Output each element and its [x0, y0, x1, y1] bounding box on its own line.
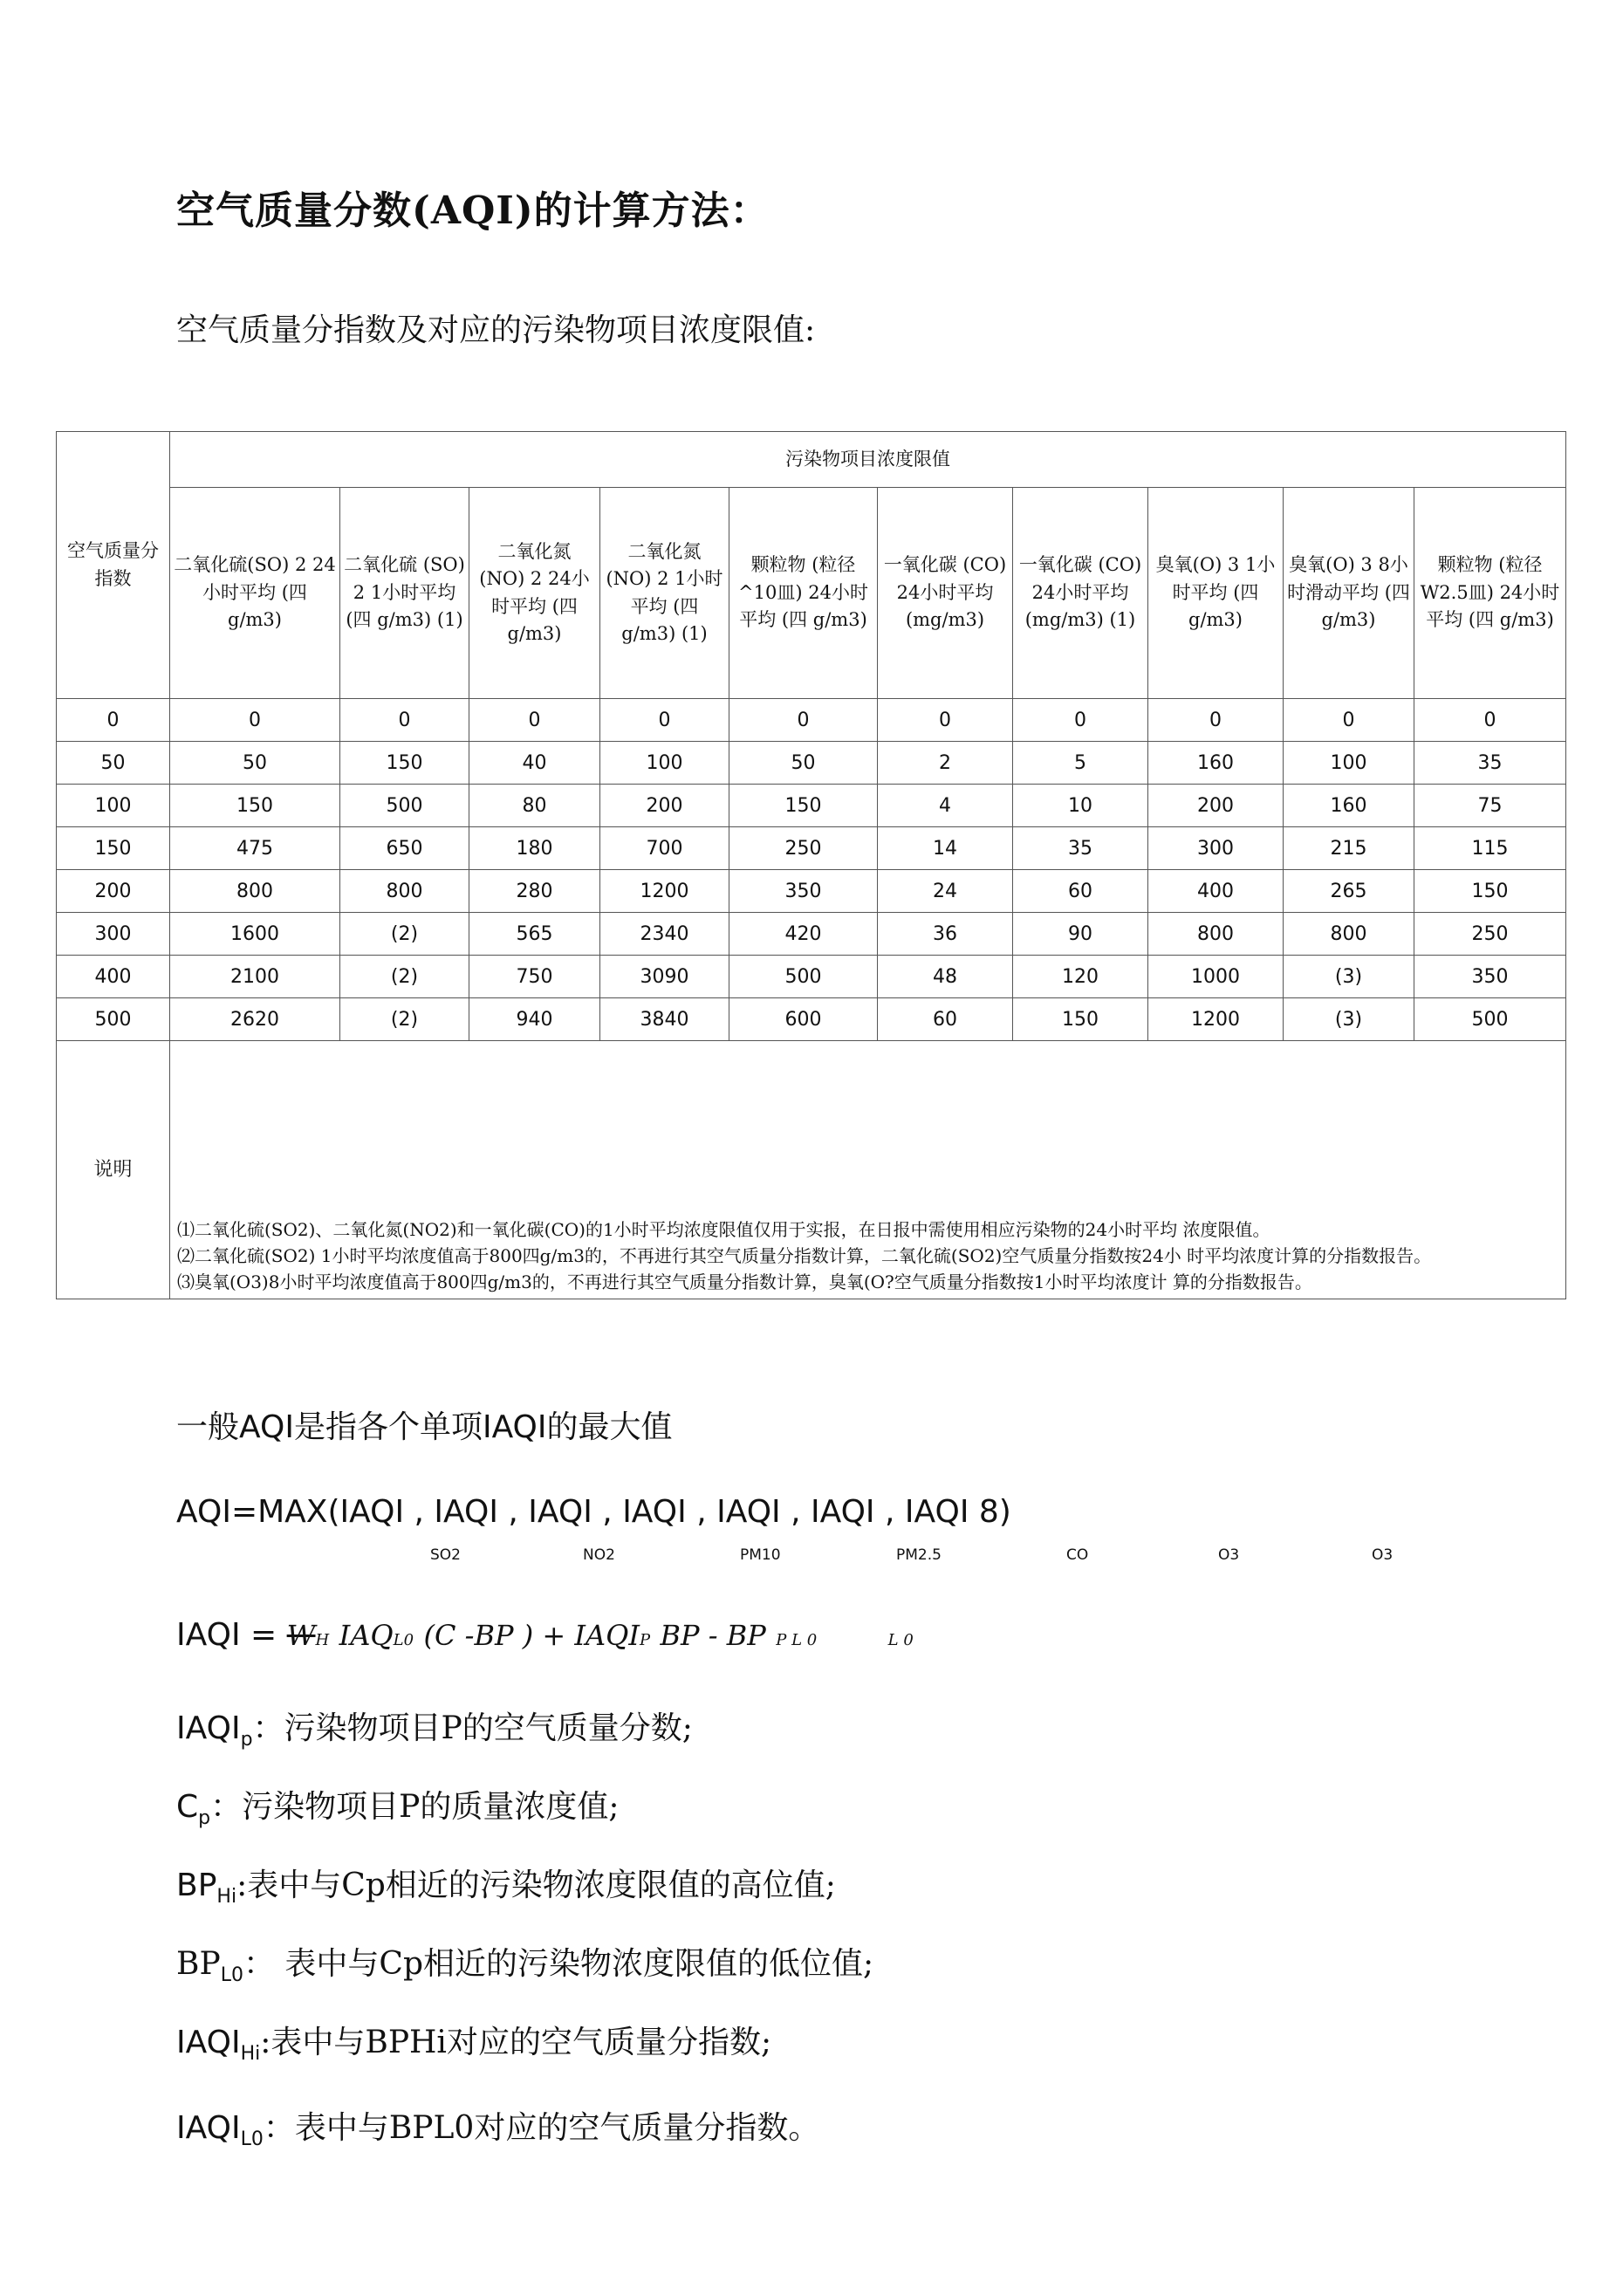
note-1: ⑴二氧化硫(SO2)、二氧化氮(NO2)和一氧化碳(CO)的1小时平均浓度限值仅用于实报，在日报中需使用相应污染物的24小时平均 浓度限值。 — [177, 1219, 1270, 1240]
limit-value-cell: 215 — [1284, 827, 1414, 870]
limit-value-cell: 115 — [1414, 827, 1566, 870]
definition-bp-l0 — [176, 1939, 873, 1986]
limit-value-cell: 500 — [340, 785, 469, 827]
aqi-sub-o3-8h: O3 — [1372, 1546, 1394, 1564]
limit-value-cell: 160 — [1148, 742, 1284, 785]
limit-value-cell: 36 — [878, 913, 1013, 956]
note-2: ⑵二氧化硫(SO2) 1小时平均浓度值高于800四g/m3的，不再进行其空气质量分指数计算，二氧化硫(SO2)空气质量分指数按24小 时平均浓度计算的分指数报告。 — [177, 1245, 1432, 1266]
limit-value-cell: 0 — [600, 699, 729, 742]
aqi-formula: AQI=MAX(IAQI , IAQI , IAQI , IAQI , IAQI , IAQI , IAQI 8) — [176, 1494, 1011, 1530]
column-header: 二氧化氮 (NO) 2 1小时平均 (四 g/m3) (1) — [600, 488, 729, 699]
column-header: 颗粒物 (粒径^10皿) 24小时平均 (四 g/m3) — [729, 488, 878, 699]
limit-value-cell: 100 — [600, 742, 729, 785]
row-header-aqi: 空气质量分指数 — [57, 432, 170, 699]
iaqi-lhs: IAQI = — [176, 1617, 287, 1653]
limit-value-cell: 0 — [340, 699, 469, 742]
limit-value-cell: 10 — [1013, 785, 1148, 827]
limit-value-cell: 0 — [1013, 699, 1148, 742]
group-header: 污染物项目浓度限值 — [170, 432, 1566, 488]
column-header: 颗粒物 (粒径W2.5皿) 24小时平均 (四 g/m3) — [1414, 488, 1566, 699]
iaqi-formula — [176, 1617, 914, 1653]
limit-value-cell: 150 — [729, 785, 878, 827]
column-header: 二氧化硫 (SO) 2 1小时平均 (四 g/m3) (1) — [340, 488, 469, 699]
limit-value-cell: 14 — [878, 827, 1013, 870]
aqi-index-cell: 0 — [57, 699, 170, 742]
limit-value-cell: 350 — [1414, 956, 1566, 998]
aqi-sub-pm10: PM10 — [740, 1546, 781, 1564]
limit-value-cell: 4 — [878, 785, 1013, 827]
iaqi-iaq-sub: L0 — [393, 1631, 414, 1649]
iaqi-iaqi-sub: P — [639, 1631, 651, 1649]
limit-value-cell: 0 — [170, 699, 340, 742]
note-3: ⑶臭氧(O3)8小时平均浓度值高于800四g/m3的，不再进行其空气质量分指数计算，臭氧(O?空气质量分指数按1小时平均浓度计 算的分指数报告。 — [177, 1271, 1312, 1292]
def-symbol: BP — [176, 1946, 221, 1982]
aqi-index-cell: 50 — [57, 742, 170, 785]
limit-value-cell: 0 — [729, 699, 878, 742]
limit-value-cell: 200 — [600, 785, 729, 827]
limit-value-cell: 150 — [1013, 998, 1148, 1041]
definition-c-p — [176, 1782, 619, 1829]
def-subscript: Hi — [216, 1886, 237, 1909]
def-subscript: p — [198, 1807, 211, 1830]
definition-iaqi-p — [176, 1703, 693, 1751]
notes-label: 说明 — [57, 1041, 170, 1299]
iaqi-iaq: IAQ — [339, 1619, 394, 1652]
limit-value-cell: 800 — [1284, 913, 1414, 956]
limit-value-cell: 2 — [878, 742, 1013, 785]
limit-value-cell: 35 — [1013, 827, 1148, 870]
def-text: ：表中与BPL0对应的空气质量分指数。 — [263, 2110, 820, 2146]
table-row — [57, 956, 1566, 998]
column-header: 一氧化碳 (CO) 24小时平均 (mg/m3) — [878, 488, 1013, 699]
column-header: 臭氧(O) 3 8小时滑动平均 (四 g/m3) — [1284, 488, 1414, 699]
iaqi-w-sub: H — [315, 1631, 330, 1649]
definition-iaqi-l0 — [176, 2103, 819, 2150]
notes-cell — [170, 1041, 1566, 1299]
limit-value-cell: 800 — [340, 870, 469, 913]
aqi-index-cell: 400 — [57, 956, 170, 998]
def-symbol: IAQI — [176, 2025, 241, 2060]
table-row — [57, 998, 1566, 1041]
limit-value-cell: 40 — [469, 742, 600, 785]
limit-value-cell: 500 — [1414, 998, 1566, 1041]
def-subscript: p — [240, 1729, 253, 1751]
limit-value-cell: 650 — [340, 827, 469, 870]
limit-value-cell: 180 — [469, 827, 600, 870]
column-header: 二氧化硫(SO) 2 24小时平均 (四 g/m3) — [170, 488, 340, 699]
limit-value-cell: 150 — [340, 742, 469, 785]
iaqi-bp-sub: P L 0 — [776, 1631, 818, 1649]
limit-value-cell: 500 — [729, 956, 878, 998]
table-row — [57, 785, 1566, 827]
limit-value-cell: (3) — [1284, 956, 1414, 998]
limit-value-cell: 800 — [1148, 913, 1284, 956]
limit-value-cell: 2100 — [170, 956, 340, 998]
limit-value-cell: 120 — [1013, 956, 1148, 998]
limit-value-cell: 60 — [1013, 870, 1148, 913]
definition-iaqi-hi — [176, 2018, 771, 2065]
limit-value-cell: (2) — [340, 956, 469, 998]
limit-value-cell: 700 — [600, 827, 729, 870]
def-text: ：污染物项目P的空气质量分数; — [252, 1710, 693, 1746]
limit-value-cell: 160 — [1284, 785, 1414, 827]
limit-value-cell: 3840 — [600, 998, 729, 1041]
limit-value-cell: 48 — [878, 956, 1013, 998]
limit-value-cell: 250 — [729, 827, 878, 870]
limit-value-cell: 600 — [729, 998, 878, 1041]
limit-value-cell: 200 — [1148, 785, 1284, 827]
limit-value-cell: 420 — [729, 913, 878, 956]
limit-value-cell: 1200 — [600, 870, 729, 913]
table-row — [57, 913, 1566, 956]
limit-value-cell: 3090 — [600, 956, 729, 998]
table-row — [57, 870, 1566, 913]
limit-value-cell: 800 — [170, 870, 340, 913]
limit-value-cell: 280 — [469, 870, 600, 913]
limit-value-cell: 0 — [1284, 699, 1414, 742]
limit-value-cell: 2620 — [170, 998, 340, 1041]
iaqi-term: (C -BP ) + — [423, 1619, 575, 1652]
limit-value-cell: 940 — [469, 998, 600, 1041]
table-row — [57, 699, 1566, 742]
aqi-sub-no2: NO2 — [583, 1546, 615, 1564]
limit-value-cell: (3) — [1284, 998, 1414, 1041]
iaqi-l0: L 0 — [887, 1631, 914, 1649]
limit-value-cell: 0 — [878, 699, 1013, 742]
aqi-limits-table — [56, 431, 1566, 1299]
limit-value-cell: 50 — [170, 742, 340, 785]
def-text: ：污染物项目P的质量浓度值; — [210, 1789, 620, 1825]
limit-value-cell: 35 — [1414, 742, 1566, 785]
def-symbol: BP — [176, 1868, 217, 1903]
limit-value-cell: 60 — [878, 998, 1013, 1041]
def-subscript: Hi — [240, 2043, 261, 2066]
def-symbol: IAQI — [176, 2110, 241, 2146]
limit-value-cell: 0 — [469, 699, 600, 742]
limit-value-cell: 90 — [1013, 913, 1148, 956]
limit-value-cell: 300 — [1148, 827, 1284, 870]
limit-value-cell: 1200 — [1148, 998, 1284, 1041]
limit-value-cell: (2) — [340, 913, 469, 956]
aqi-index-cell: 500 — [57, 998, 170, 1041]
table-row — [57, 827, 1566, 870]
column-header: 臭氧(O) 3 1小时平均 (四 g/m3) — [1148, 488, 1284, 699]
def-subscript: L0 — [220, 1964, 243, 1987]
definition-bp-hi — [176, 1861, 836, 1908]
iaqi-iaqi: IAQI — [574, 1619, 640, 1652]
aqi-sub-o3: O3 — [1218, 1546, 1240, 1564]
limit-value-cell: 5 — [1013, 742, 1148, 785]
limit-value-cell: 24 — [878, 870, 1013, 913]
def-text: :表中与BPHi对应的空气质量分指数; — [260, 2025, 772, 2060]
limit-value-cell: 2340 — [600, 913, 729, 956]
def-symbol: C — [176, 1789, 199, 1825]
column-header: 一氧化碳 (CO) 24小时平均 (mg/m3) (1) — [1013, 488, 1148, 699]
limit-value-cell: 1600 — [170, 913, 340, 956]
def-text: ： 表中与Cp相近的污染物浓度限值的低位值; — [243, 1946, 874, 1982]
def-subscript: L0 — [240, 2128, 264, 2151]
aqi-index-cell: 150 — [57, 827, 170, 870]
limit-value-cell: 350 — [729, 870, 878, 913]
table-row — [57, 742, 1566, 785]
aqi-index-cell: 200 — [57, 870, 170, 913]
limit-value-cell: 150 — [1414, 870, 1566, 913]
limit-value-cell: 0 — [1414, 699, 1566, 742]
aqi-index-cell: 300 — [57, 913, 170, 956]
limit-value-cell: 100 — [1284, 742, 1414, 785]
aqi-statement: 一般AQI是指各个单项IAQI的最大值 — [176, 1409, 673, 1445]
limit-value-cell: 400 — [1148, 870, 1284, 913]
limit-value-cell: 75 — [1414, 785, 1566, 827]
def-symbol: IAQI — [176, 1710, 241, 1746]
limit-value-cell: 50 — [729, 742, 878, 785]
column-header: 二氧化氮 (NO) 2 24小时平均 (四 g/m3) — [469, 488, 600, 699]
aqi-index-cell: 100 — [57, 785, 170, 827]
aqi-sub-so2: SO2 — [430, 1546, 461, 1564]
page-title: 空气质量分数(AQI)的计算方法： — [176, 188, 770, 233]
limit-value-cell: 150 — [170, 785, 340, 827]
table-caption: 空气质量分指数及对应的污染物项目浓度限值: — [176, 312, 816, 348]
limit-value-cell: 565 — [469, 913, 600, 956]
iaqi-bp: BP - BP — [660, 1619, 766, 1652]
limit-value-cell: 250 — [1414, 913, 1566, 956]
limit-value-cell: (2) — [340, 998, 469, 1041]
aqi-sub-pm25: PM2.5 — [896, 1546, 942, 1564]
limit-value-cell: 475 — [170, 827, 340, 870]
aqi-sub-co: CO — [1066, 1546, 1089, 1564]
limit-value-cell: 1000 — [1148, 956, 1284, 998]
limit-value-cell: 265 — [1284, 870, 1414, 913]
limit-value-cell: 750 — [469, 956, 600, 998]
def-text: :表中与Cp相近的污染物浓度限值的高位值; — [236, 1868, 836, 1903]
limit-value-cell: 80 — [469, 785, 600, 827]
iaqi-w: W — [286, 1619, 316, 1652]
limit-value-cell: 0 — [1148, 699, 1284, 742]
